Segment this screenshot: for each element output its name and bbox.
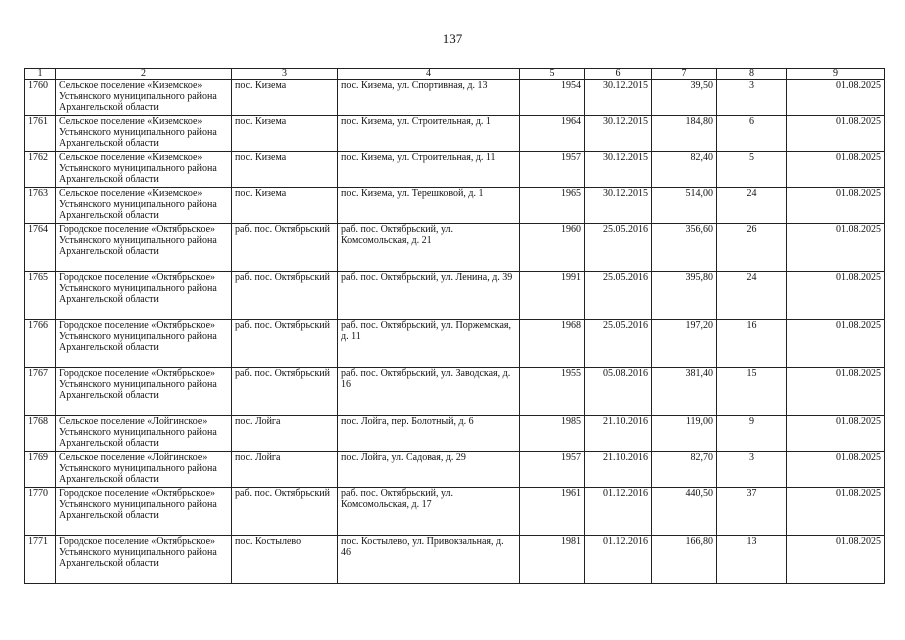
header-row [25, 69, 885, 80]
column-header-7: 7 [652, 69, 717, 80]
row-number: 1762 [25, 152, 56, 188]
area-cell: 82,70 [652, 452, 717, 488]
count-cell: 24 [717, 188, 787, 224]
deadline-cell: 01.08.2025 [787, 152, 885, 188]
area-cell: 381,40 [652, 368, 717, 416]
address-cell: пос. Костылево, ул. Привокзальная, д. 46 [338, 536, 520, 584]
area-cell: 82,40 [652, 152, 717, 188]
municipality-cell: Сельское поселение «Киземское» Устьянского муниципального района Архангельской области [56, 116, 232, 152]
address-cell: раб. пос. Октябрьский, ул. Поржемская, д. 11 [338, 320, 520, 368]
municipality-cell: Сельское поселение «Лойгинское» Устьянского муниципального района Архангельской области [56, 452, 232, 488]
municipality-cell: Сельское поселение «Лойгинское» Устьянского муниципального района Архангельской области [56, 416, 232, 452]
housing-registry-table [24, 68, 885, 584]
table-row [25, 152, 885, 188]
table-row [25, 116, 885, 152]
locality-cell: пос. Лойга [232, 452, 338, 488]
count-cell: 37 [717, 488, 787, 536]
date-cell: 25.05.2016 [585, 224, 652, 272]
deadline-cell: 01.08.2025 [787, 116, 885, 152]
row-number: 1768 [25, 416, 56, 452]
year-cell: 1965 [520, 188, 585, 224]
area-cell: 119,00 [652, 416, 717, 452]
count-cell: 26 [717, 224, 787, 272]
deadline-cell: 01.08.2025 [787, 272, 885, 320]
deadline-cell: 01.08.2025 [787, 416, 885, 452]
locality-cell: пос. Костылево [232, 536, 338, 584]
row-number: 1761 [25, 116, 56, 152]
address-cell: раб. пос. Октябрьский, ул. Комсомольская, д. 17 [338, 488, 520, 536]
row-number: 1770 [25, 488, 56, 536]
date-cell: 21.10.2016 [585, 416, 652, 452]
table-row [25, 452, 885, 488]
locality-cell: пос. Кизема [232, 188, 338, 224]
count-cell: 6 [717, 116, 787, 152]
address-cell: пос. Кизема, ул. Строительная, д. 11 [338, 152, 520, 188]
year-cell: 1985 [520, 416, 585, 452]
year-cell: 1961 [520, 488, 585, 536]
date-cell: 25.05.2016 [585, 320, 652, 368]
row-number: 1760 [25, 80, 56, 116]
locality-cell: пос. Лойга [232, 416, 338, 452]
year-cell: 1968 [520, 320, 585, 368]
column-header-8: 8 [717, 69, 787, 80]
year-cell: 1955 [520, 368, 585, 416]
count-cell: 3 [717, 80, 787, 116]
row-number: 1766 [25, 320, 56, 368]
column-header-9: 9 [787, 69, 885, 80]
locality-cell: раб. пос. Октябрьский [232, 320, 338, 368]
page-number: 137 [442, 31, 463, 46]
deadline-cell: 01.08.2025 [787, 536, 885, 584]
table-row [25, 536, 885, 584]
municipality-cell: Городское поселение «Октябрьское» Устьянского муниципального района Архангельской области [56, 368, 232, 416]
municipality-cell: Городское поселение «Октябрьское» Устьянского муниципального района Архангельской области [56, 224, 232, 272]
table-row [25, 272, 885, 320]
area-cell: 166,80 [652, 536, 717, 584]
municipality-cell: Сельское поселение «Киземское» Устьянского муниципального района Архангельской области [56, 80, 232, 116]
date-cell: 05.08.2016 [585, 368, 652, 416]
deadline-cell: 01.08.2025 [787, 224, 885, 272]
column-header-3: 3 [232, 69, 338, 80]
locality-cell: раб. пос. Октябрьский [232, 488, 338, 536]
count-cell: 13 [717, 536, 787, 584]
deadline-cell: 01.08.2025 [787, 488, 885, 536]
table-row [25, 368, 885, 416]
table-row [25, 80, 885, 116]
municipality-cell: Сельское поселение «Киземское» Устьянского муниципального района Архангельской области [56, 152, 232, 188]
column-header-2: 2 [56, 69, 232, 80]
table-header [25, 69, 885, 80]
area-cell: 39,50 [652, 80, 717, 116]
locality-cell: раб. пос. Октябрьский [232, 224, 338, 272]
municipality-cell: Городское поселение «Октябрьское» Устьянского муниципального района Архангельской области [56, 488, 232, 536]
count-cell: 3 [717, 452, 787, 488]
count-cell: 16 [717, 320, 787, 368]
table-row [25, 320, 885, 368]
column-header-1: 1 [25, 69, 56, 80]
year-cell: 1960 [520, 224, 585, 272]
municipality-cell: Городское поселение «Октябрьское» Устьянского муниципального района Архангельской области [56, 536, 232, 584]
count-cell: 9 [717, 416, 787, 452]
area-cell: 356,60 [652, 224, 717, 272]
locality-cell: раб. пос. Октябрьский [232, 368, 338, 416]
date-cell: 30.12.2015 [585, 116, 652, 152]
locality-cell: пос. Кизема [232, 152, 338, 188]
column-header-6: 6 [585, 69, 652, 80]
table-body [25, 80, 885, 584]
area-cell: 514,00 [652, 188, 717, 224]
deadline-cell: 01.08.2025 [787, 320, 885, 368]
column-header-4: 4 [338, 69, 520, 80]
address-cell: раб. пос. Октябрьский, ул. Комсомольская, д. 21 [338, 224, 520, 272]
area-cell: 184,80 [652, 116, 717, 152]
deadline-cell: 01.08.2025 [787, 452, 885, 488]
municipality-cell: Сельское поселение «Киземское» Устьянского муниципального района Архангельской области [56, 188, 232, 224]
locality-cell: пос. Кизема [232, 116, 338, 152]
date-cell: 01.12.2016 [585, 536, 652, 584]
address-cell: пос. Кизема, ул. Терешковой, д. 1 [338, 188, 520, 224]
row-number: 1769 [25, 452, 56, 488]
address-cell: пос. Кизема, ул. Строительная, д. 1 [338, 116, 520, 152]
date-cell: 21.10.2016 [585, 452, 652, 488]
address-cell: пос. Кизема, ул. Спортивная, д. 13 [338, 80, 520, 116]
area-cell: 395,80 [652, 272, 717, 320]
address-cell: пос. Лойга, пер. Болотный, д. 6 [338, 416, 520, 452]
year-cell: 1964 [520, 116, 585, 152]
count-cell: 15 [717, 368, 787, 416]
date-cell: 01.12.2016 [585, 488, 652, 536]
area-cell: 197,20 [652, 320, 717, 368]
date-cell: 30.12.2015 [585, 152, 652, 188]
address-cell: раб. пос. Октябрьский, ул. Заводская, д. 16 [338, 368, 520, 416]
date-cell: 30.12.2015 [585, 80, 652, 116]
table-row [25, 488, 885, 536]
table-row [25, 224, 885, 272]
year-cell: 1991 [520, 272, 585, 320]
area-cell: 440,50 [652, 488, 717, 536]
table-row [25, 188, 885, 224]
municipality-cell: Городское поселение «Октябрьское» Устьянского муниципального района Архангельской области [56, 272, 232, 320]
row-number: 1767 [25, 368, 56, 416]
row-number: 1764 [25, 224, 56, 272]
municipality-cell: Городское поселение «Октябрьское» Устьянского муниципального района Архангельской области [56, 320, 232, 368]
locality-cell: раб. пос. Октябрьский [232, 272, 338, 320]
address-cell: раб. пос. Октябрьский, ул. Ленина, д. 39 [338, 272, 520, 320]
count-cell: 5 [717, 152, 787, 188]
year-cell: 1957 [520, 452, 585, 488]
row-number: 1763 [25, 188, 56, 224]
year-cell: 1957 [520, 152, 585, 188]
date-cell: 25.05.2016 [585, 272, 652, 320]
deadline-cell: 01.08.2025 [787, 80, 885, 116]
locality-cell: пос. Кизема [232, 80, 338, 116]
address-cell: пос. Лойга, ул. Садовая, д. 29 [338, 452, 520, 488]
count-cell: 24 [717, 272, 787, 320]
year-cell: 1954 [520, 80, 585, 116]
row-number: 1765 [25, 272, 56, 320]
column-header-5: 5 [520, 69, 585, 80]
row-number: 1771 [25, 536, 56, 584]
date-cell: 30.12.2015 [585, 188, 652, 224]
table-row [25, 416, 885, 452]
deadline-cell: 01.08.2025 [787, 368, 885, 416]
deadline-cell: 01.08.2025 [787, 188, 885, 224]
year-cell: 1981 [520, 536, 585, 584]
